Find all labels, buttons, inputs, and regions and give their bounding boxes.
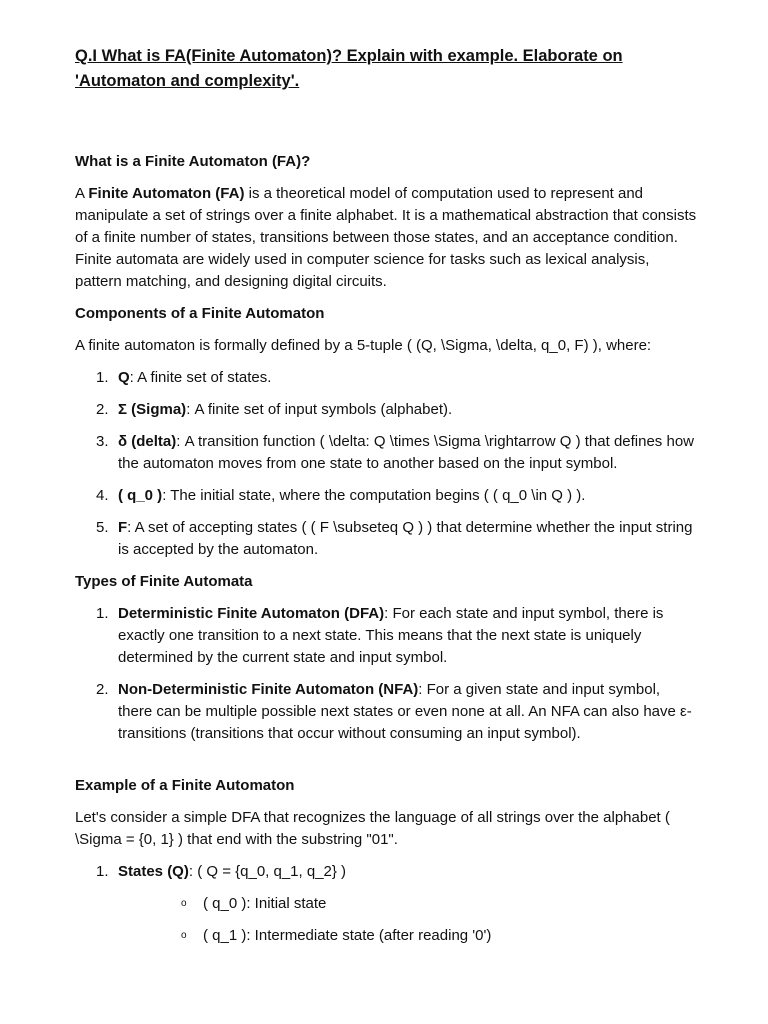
list-item: 3. δ (delta): A transition function ( \delta: Q \times \Sigma \rightarrow Q ) that defines how the automaton moves from one state to another based on the input symbol. bbox=[96, 433, 694, 472]
states-sublist bbox=[118, 893, 698, 947]
section-spacer bbox=[75, 755, 698, 775]
list-item: 2. Non-Deterministic Finite Automaton (NFA): For a given state and input symbol, there can be multiple possible next states or even none at all. An NFA can also have ε-transitions (transitions that occur without consuming an input symbol). bbox=[96, 681, 692, 742]
example-list bbox=[75, 861, 698, 947]
section-heading-types: Types of Finite Automata bbox=[75, 573, 253, 590]
list-item: 1. States (Q): ( Q = {q_0, q_1, q_2} ) o ( q_0 ): Initial state o ( q_1 ): Intermediate state (after reading '0') bbox=[75, 861, 698, 947]
example-intro: Let's consider a simple DFA that recognizes the language of all strings over the alphabet ( \Sigma = {0, 1} ) that end with the substring "01". bbox=[75, 809, 670, 848]
list-item: 1. Deterministic Finite Automaton (DFA): For each state and input symbol, there is exactly one transition to a next state. This means that the next state is uniquely determined by the current state and input symbol. bbox=[96, 605, 664, 666]
circle-bullet-icon: o bbox=[181, 898, 187, 909]
sublist-item: o ( q_0 ): Initial state bbox=[118, 893, 698, 915]
circle-bullet-icon: o bbox=[181, 930, 187, 941]
question-title: Q.I What is FA(Finite Automaton)? Explain with example. Elaborate on 'Automaton and complexity'. bbox=[75, 47, 623, 90]
section-heading-example: Example of a Finite Automaton bbox=[75, 777, 295, 794]
sublist-item: o ( q_1 ): Intermediate state (after reading '0') bbox=[118, 925, 698, 947]
list-item: 5. F: A set of accepting states ( ( F \subseteq Q ) ) that determine whether the input string is accepted by the automaton. bbox=[96, 519, 693, 558]
list-item: 2. Σ (Sigma): A finite set of input symbols (alphabet). bbox=[96, 401, 453, 418]
section-heading-what-is-fa: What is a Finite Automaton (FA)? bbox=[75, 153, 311, 170]
section-heading-components: Components of a Finite Automaton bbox=[75, 305, 325, 322]
list-item: 1. Q: A finite set of states. bbox=[96, 369, 272, 386]
fa-definition-paragraph: A Finite Automaton (FA) is a theoretical model of computation used to represent and manipulate a set of strings over a finite alphabet. It is a mathematical abstraction that consists of a finite number of states, transitions between those states, and an acceptance condition. Finite automata are widely used in computer science for tasks such as lexical analysis, pattern matching, and designing digital circuits. bbox=[75, 185, 697, 290]
components-intro: A finite automaton is formally defined by a 5-tuple ( (Q, \Sigma, \delta, q_0, F) ), where: bbox=[75, 337, 652, 354]
types-list bbox=[75, 603, 698, 745]
components-list bbox=[75, 367, 698, 561]
list-item: 4. ( q_0 ): The initial state, where the computation begins ( ( q_0 \in Q ) ). bbox=[96, 487, 586, 504]
